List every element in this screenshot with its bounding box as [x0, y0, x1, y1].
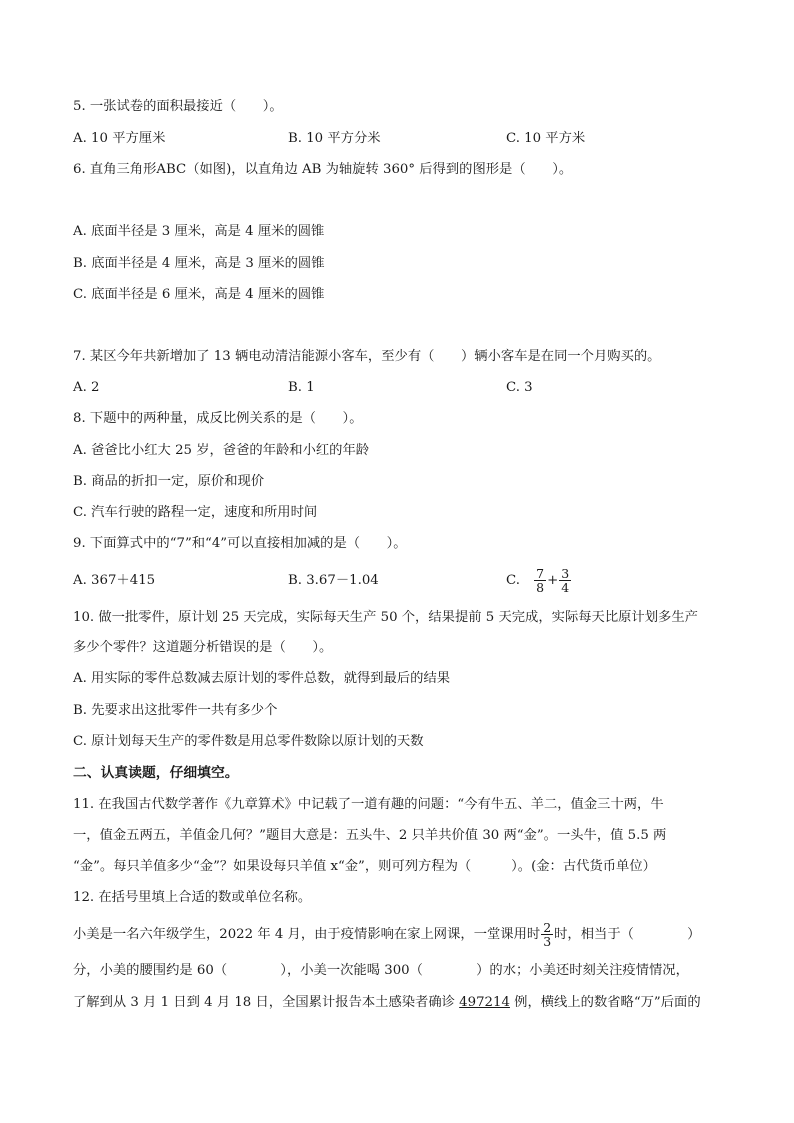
q12-line-1-text-b: 时，相当于（ ） — [554, 927, 701, 942]
q9-stem: 9. 下面算式中的“7”和“4”可以直接相加减的是（ ）。 — [73, 536, 407, 551]
q9-option-c-fraction-1 — [534, 567, 546, 594]
q5-option-c: C. 10 平方米 — [506, 131, 586, 146]
q12-fraction — [541, 921, 553, 948]
q12-line-2: 分，小美的腰围约是 60（ ），小美一次能喝 300（ ）的水；小美还时刻关注疫情情况， — [73, 963, 689, 978]
q9-fraction-2-numerator: 3 — [561, 566, 570, 581]
q6-option-b: B. 底面半径是 4 厘米，高是 3 厘米的圆锥 — [73, 256, 325, 271]
q9-option-a: A. 367＋415 — [73, 573, 156, 588]
q12-line-3-text-a: 了解到从 3 月 1 日到 4 月 18 日，全国累计报告本土感染者确诊 — [73, 995, 460, 1010]
q10-stem-line-1: 10. 做一批零件，原计划 25 天完成，实际每天生产 50 个，结果提前 5 天完成，实际每天比原计划多生产 — [73, 610, 698, 625]
q12-line-1-text-a: 小美是一名六年级学生，2022 年 4 月，由于疫情影响在家上网课，一堂课用时 — [73, 927, 541, 942]
q8-option-b: B. 商品的折扣一定，原价和现价 — [73, 474, 265, 489]
q6-stem: 6. 直角三角形ABC（如图)，以直角边 AB 为轴旋转 360° 后得到的图形是（ ）。 — [73, 162, 573, 177]
q11-line-2: 一，值金五两五，羊值金几何？”题目大意是：五头牛、2 只羊共价值 30 两“金”。一头牛，值 5.5 两 — [73, 828, 667, 843]
q9-option-b: B. 3.67－1.04 — [288, 573, 379, 588]
q6-option-c: C. 底面半径是 6 厘米，高是 4 厘米的圆锥 — [73, 287, 325, 302]
q9-option-c — [506, 563, 572, 599]
q5-option-a: A. 10 平方厘米 — [73, 131, 166, 146]
q12-line-3-text-b: 例，横线上的数省略“万”后面的 — [509, 995, 701, 1010]
q7-stem: 7. 某区今年共新增加了 13 辆电动清洁能源小客车，至少有（ ）辆小客车是在同一个月购买的。 — [73, 349, 661, 364]
q11-line-3: “金”。每只羊值多少“金”？如果设每只羊值 x“金”，则可列方程为（ ）。(金：古代货币单位） — [73, 859, 656, 874]
q5-option-b: B. 10 平方分米 — [288, 131, 381, 146]
q7-option-c: C. 3 — [506, 380, 533, 395]
q7-option-b: B. 1 — [288, 380, 315, 395]
q12-stem: 12. 在括号里填上合适的数或单位名称。 — [73, 890, 312, 905]
q10-option-a: A. 用实际的零件总数减去原计划的零件总数，就得到最后的结果 — [73, 671, 451, 686]
q7-option-a: A. 2 — [73, 380, 100, 395]
q9-option-c-fraction-2 — [559, 567, 571, 594]
q8-option-a: A. 爸爸比小红大 25 岁，爸爸的年龄和小红的年龄 — [73, 443, 370, 458]
q8-stem: 8. 下题中的两种量，成反比例关系的是（ ）。 — [73, 411, 363, 426]
q9-option-c-label: C. — [506, 573, 520, 588]
q10-stem-line-2: 多少个零件？这道题分析错误的是（ ）。 — [73, 640, 333, 655]
q5-stem: 5. 一张试卷的面积最接近（ ）。 — [73, 99, 283, 114]
section-2-title: 二、认真读题，仔细填空。 — [73, 765, 239, 781]
q12-line-3 — [73, 994, 701, 1012]
q12-underlined-number: 497214 — [459, 995, 510, 1010]
q10-option-b: B. 先要求出这批零件一共有多少个 — [73, 703, 278, 718]
q6-option-a: A. 底面半径是 3 厘米，高是 4 厘米的圆锥 — [73, 224, 325, 239]
q11-line-1: 11. 在我国古代数学著作《九章算术》中记载了一道有趣的问题：“今有牛五、羊二，值金三十两，牛 — [73, 797, 664, 812]
q9-fraction-2-denominator: 4 — [561, 580, 570, 595]
q9-fraction-1-numerator: 7 — [536, 566, 545, 581]
q9-option-c-operator: + — [547, 573, 559, 588]
q8-option-c: C. 汽车行驶的路程一定，速度和所用时间 — [73, 505, 318, 520]
q9-fraction-1-denominator: 8 — [536, 580, 545, 595]
q12-line-1 — [73, 918, 700, 952]
q10-option-c: C. 原计划每天生产的零件数是用总零件数除以原计划的天数 — [73, 734, 424, 749]
q12-fraction-denominator: 3 — [543, 934, 552, 949]
q12-fraction-numerator: 2 — [543, 920, 552, 935]
